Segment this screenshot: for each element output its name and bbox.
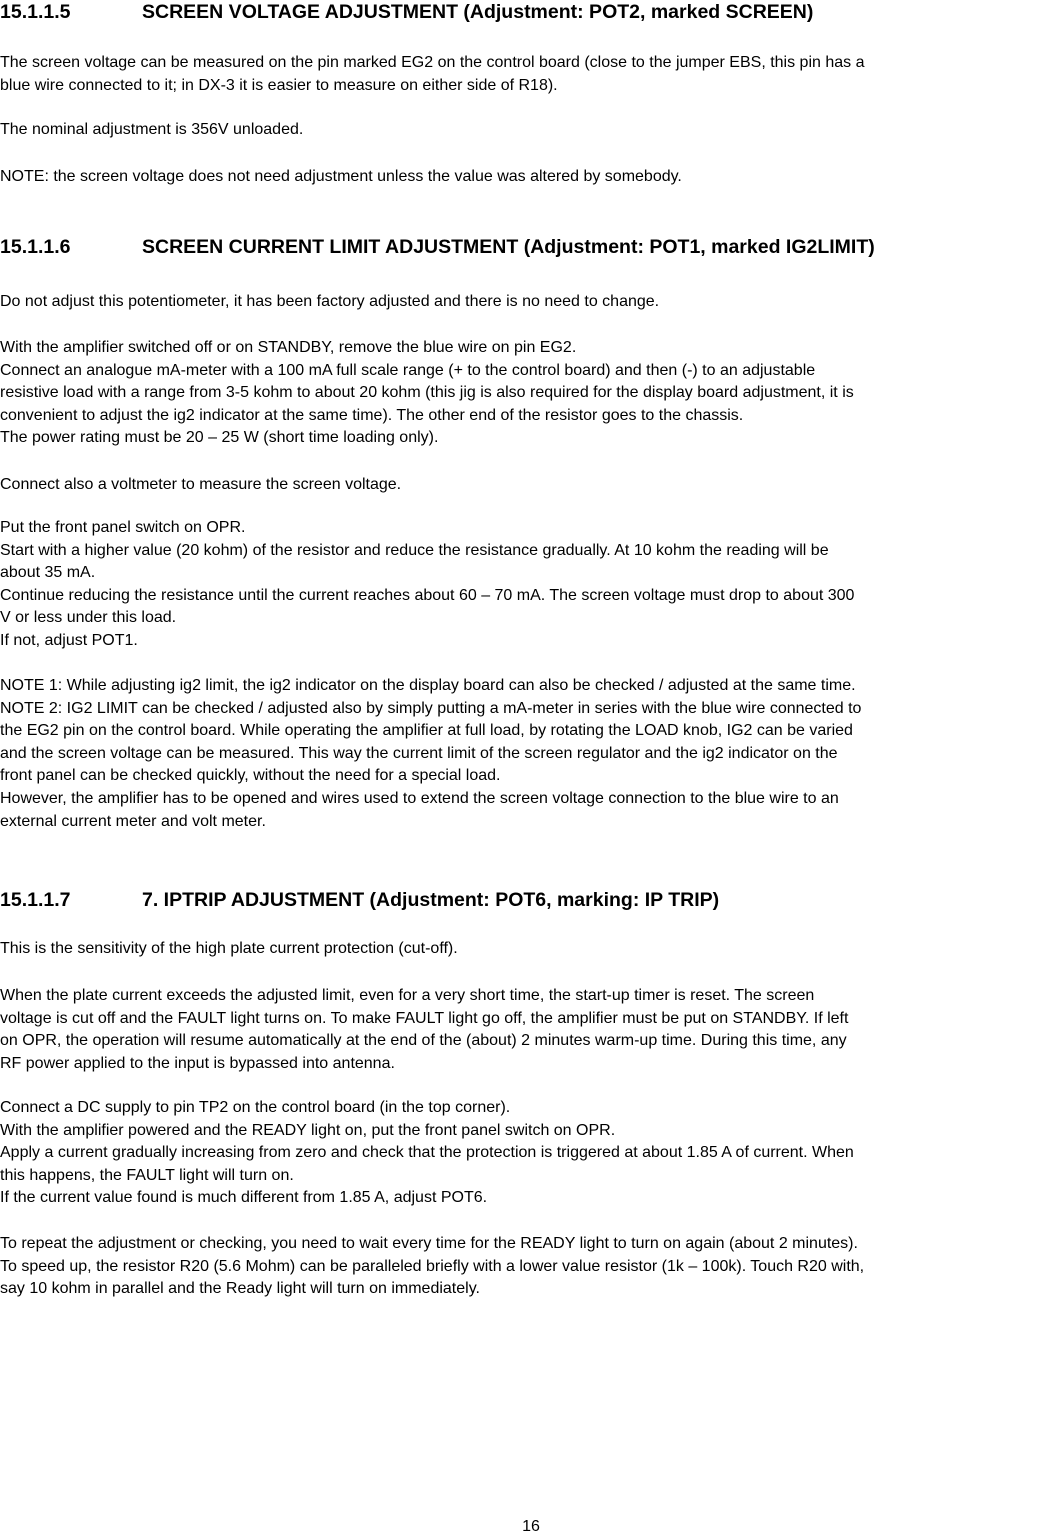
section-heading-screen-voltage (0, 0, 813, 24)
section-title: SCREEN VOLTAGE ADJUSTMENT (Adjustment: POT2, marked SCREEN) (142, 1, 814, 23)
paragraph: The screen voltage can be measured on the pin marked EG2 on the control board (close to the jumper EBS, this pin has a blue wire connected to it; in DX-3 it is easier to measure on either side of R18). (0, 54, 865, 94)
paragraph: NOTE 1: While adjusting ig2 limit, the ig2 indicator on the display board can also be checked / adjusted at the same time. NOTE 2: IG2 LIMIT can be checked / adjusted also by simply putting a mA-meter in series with the blue wire connected to the EG2 pin on the control board. While operating the amplifier at full load, by rotating the LOAD knob, IG2 can be varied and the screen voltage can be measured. This way the current limit of the screen regulator and the ig2 indicator on the front panel can be checked quickly, without the need for a special load. However, the amplifier has to be opened and wires used to extend the screen voltage connection to the blue wire to an external current meter and volt meter. (0, 677, 862, 830)
paragraph: Connect also a voltmeter to measure the screen voltage. (0, 476, 402, 493)
paragraph: The nominal adjustment is 356V unloaded. (0, 121, 304, 138)
section-heading-screen-current-limit (0, 235, 875, 259)
paragraph: To repeat the adjustment or checking, you need to wait every time for the READY light to turn on again (about 2 minutes). To speed up, the resistor R20 (5.6 Mohm) can be paralleled briefly with a lower value resistor (1k – 100k). Touch R20 with, say 10 kohm in parallel and the Ready light will turn on immediately. (0, 1235, 865, 1298)
page-number: 16 (522, 1518, 540, 1535)
paragraph: Put the front panel switch on OPR. Start with a higher value (20 kohm) of the resistor and reduce the resistance gradually. At 10 kohm the reading will be about 35 mA. Continue reducing the resistance until the current reaches about 60 – 70 mA. The screen voltage must drop to about 300 V or less under this load. If not, adjust POT1. (0, 519, 855, 649)
section-number: 15.1.1.5 (0, 1, 71, 23)
paragraph: With the amplifier switched off or on STANDBY, remove the blue wire on pin EG2. Connect an analogue mA-meter with a 100 mA full scale range (+ to the control board) and then (-) to an adjustable resistive load with a range from 3-5 kohm to about 20 kohm (this jig is also required for the display board adjustment, it is convenient to adjust the ig2 indicator at the same time). The other end of the resistor goes to the chassis. The power rating must be 20 – 25 W (short time loading only). (0, 339, 854, 447)
section-number: 15.1.1.7 (0, 889, 71, 911)
section-number: 15.1.1.6 (0, 236, 71, 258)
paragraph: NOTE: the screen voltage does not need adjustment unless the value was altered by somebody. (0, 168, 682, 185)
paragraph: Connect a DC supply to pin TP2 on the control board (in the top corner). With the amplifier powered and the READY light on, put the front panel switch on OPR. Apply a current gradually increasing from zero and check that the protection is triggered at about 1.85 A of current. When this happens, the FAULT light will turn on. If the current value found is much different from 1.85 A, adjust POT6. (0, 1099, 854, 1207)
paragraph: Do not adjust this potentiometer, it has been factory adjusted and there is no need to change. (0, 293, 660, 310)
section-heading-iptrip (0, 888, 719, 912)
paragraph: When the plate current exceeds the adjusted limit, even for a very short time, the start-up timer is reset. The screen voltage is cut off and the FAULT light turns on. To make FAULT light go off, the amplifier must be put on STANDBY. If left on OPR, the operation will resume automatically at the end of the (about) 2 minutes warm-up time. During this time, any RF power applied to the input is bypassed into antenna. (0, 987, 849, 1072)
section-title: 7. IPTRIP ADJUSTMENT (Adjustment: POT6, marking: IP TRIP) (142, 889, 720, 911)
section-title: SCREEN CURRENT LIMIT ADJUSTMENT (Adjustment: POT1, marked IG2LIMIT) (142, 236, 875, 258)
paragraph: This is the sensitivity of the high plate current protection (cut-off). (0, 940, 458, 957)
